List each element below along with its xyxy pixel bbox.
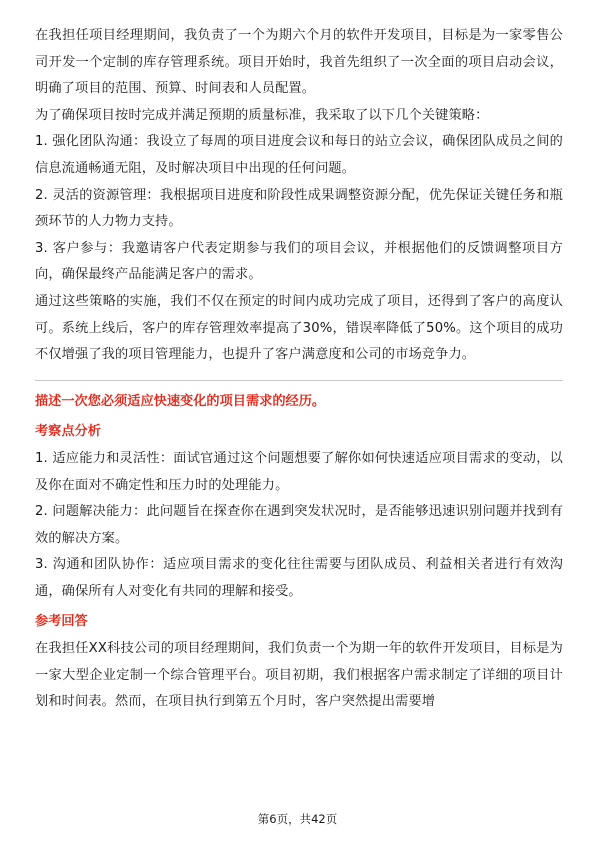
question-heading: 描述一次您必须适应快速变化的项目需求的经历。	[35, 393, 326, 409]
page-number-footer: 第6页，共42页	[257, 812, 338, 826]
analysis-item-1: 1. 适应能力和灵活性：面试官通过这个问题想要了解你如何快速适应项目需求的变动，以及你在面对不确定性和压力时的处理能力。	[35, 450, 563, 493]
analysis-title: 考察点分析	[35, 424, 101, 440]
reference-text: 在我担任XX科技公司的项目经理期间，我们负责一个为期一年的软件开发项目，目标是为一家大型企业定制一个综合管理平台。项目初期，我们根据客户需求制定了详细的项目计划和时间表。然而，在项目执行到第五个月时，客户突然提出需要增	[35, 641, 563, 710]
strategy-item-2: 2. 灵活的资源管理：我根据项目进度和阶段性成果调整资源分配，优先保证关键任务和瓶颈环节的人力物力支持。	[35, 187, 563, 230]
reference-title: 参考回答	[35, 614, 88, 630]
intro-paragraph-2: 为了确保项目按时完成并满足预期的质量标准，我采取了以下几个关键策略：	[35, 107, 489, 123]
intro-paragraph-1: 在我担任项目经理期间，我负责了一个为期六个月的软件开发项目，目标是为一家零售公司开发一个定制的库存管理系统。项目开始时，我首先组织了一次全面的项目启动会议，明确了项目的范围、预算、时间表和人员配置。	[35, 28, 563, 97]
intro-conclusion: 通过这些策略的实施，我们不仅在预定的时间内成功完成了项目，还得到了客户的高度认可。系统上线后，客户的库存管理效率提高了30%，错误率降低了50%。这个项目的成功不仅增强了我的项目管理能力，也提升了客户满意度和公司的市场竞争力。	[35, 293, 563, 363]
strategy-item-1: 1. 强化团队沟通：我设立了每周的项目进度会议和每日的站立会议，确保团队成员之间的信息流通畅通无阻，及时解决项目中出现的任何问题。	[35, 134, 563, 176]
section-divider	[35, 380, 563, 381]
analysis-item-2: 2. 问题解决能力：此问题旨在探查你在遇到突发状况时，是否能够迅速识别问题并找到有效的解决方案。	[35, 504, 563, 546]
strategy-item-3: 3. 客户参与：我邀请客户代表定期参与我们的项目会议，并根据他们的反馈调整项目方向，确保最终产品能满足客户的需求。	[35, 240, 563, 283]
document-page	[35, 23, 563, 716]
analysis-item-3: 3. 沟通和团队协作：适应项目需求的变化往往需要与团队成员、利益相关者进行有效沟通，确保所有人对变化有共同的理解和接受。	[35, 557, 563, 599]
